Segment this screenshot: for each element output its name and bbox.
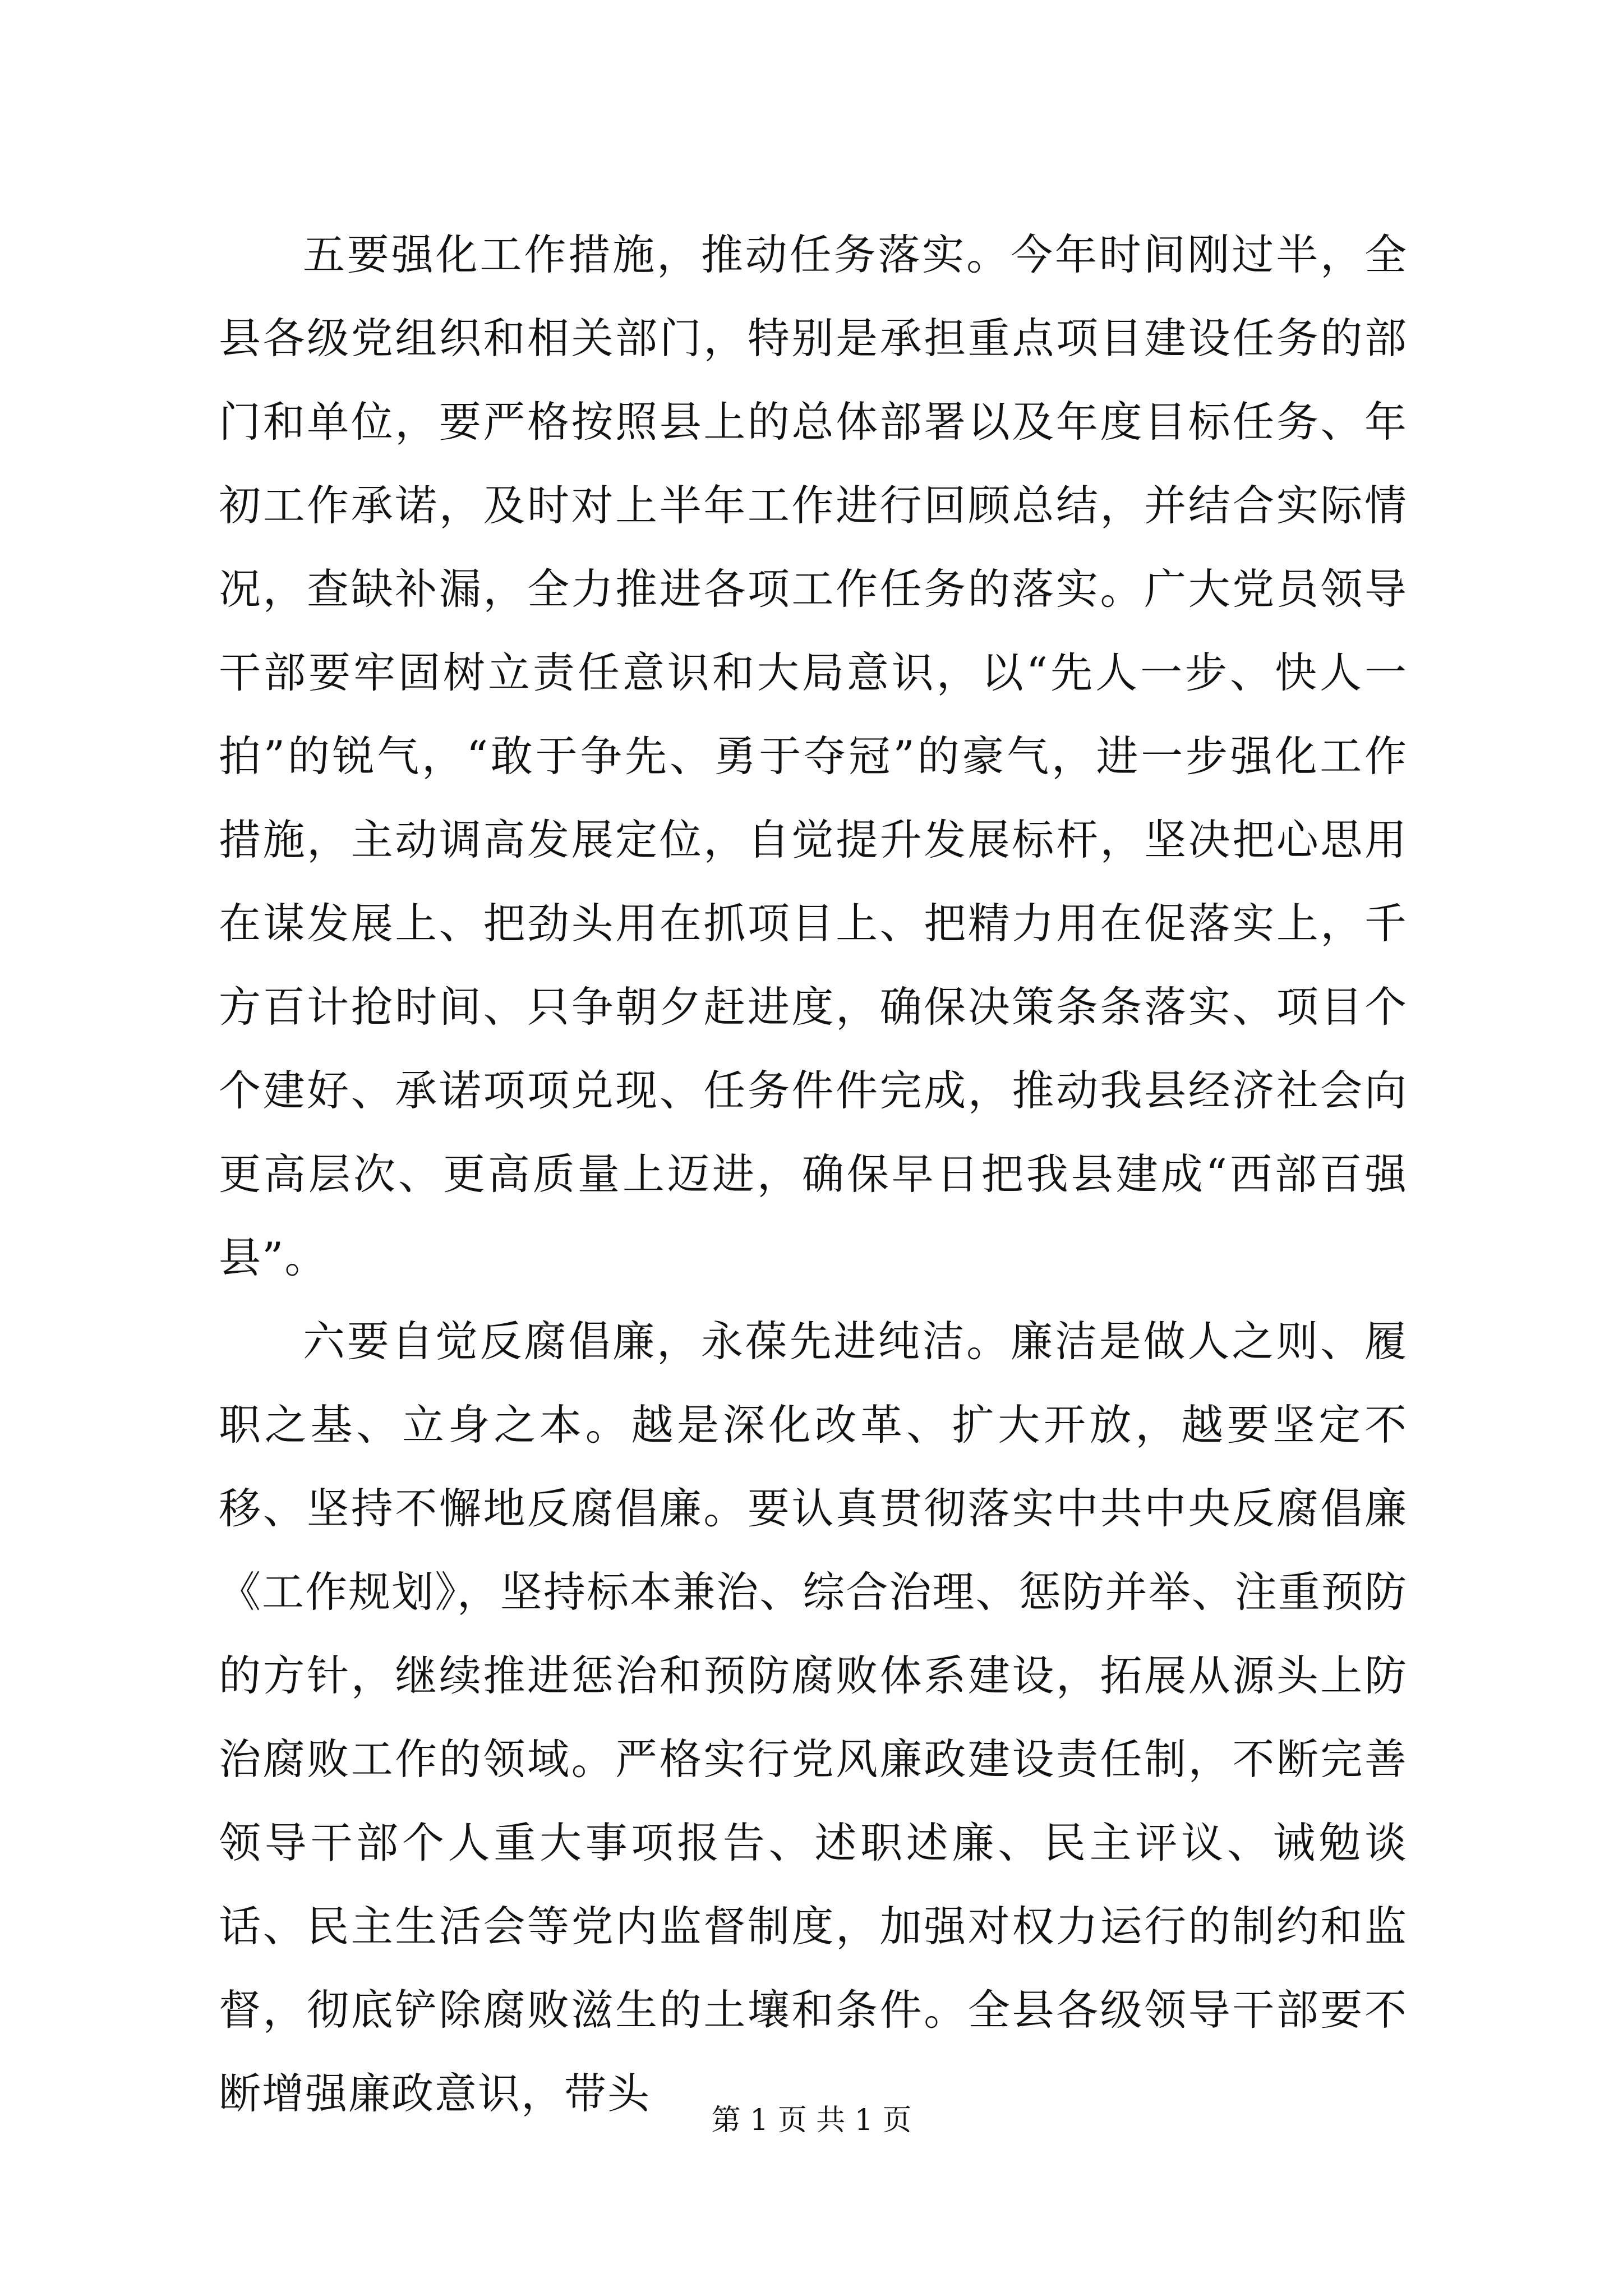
- paragraph-5: 五要强化工作措施，推动任务落实。今年时间刚过半，全县各级党组织和相关部门，特别是承担重点项目建设任务的部门和单位，要严格按照县上的总体部署以及年度目标任务、年初工作承诺，及时对上半年工作进行回顾总结，并结合实际情况，查缺补漏，全力推进各项工作任务的落实。广大党员领导干部要牢固树立责任意识和大局意识，以“先人一步、快人一拍”的锐气，“敢于争先、勇于夺冠”的豪气，进一步强化工作措施，主动调高发展定位，自觉提升发展标杆，坚决把心思用在谋发展上、把劲头用在抓项目上、把精力用在促落实上，千方百计抢时间、只争朝夕赶进度，确保决策条条落实、项目个个建好、承诺项项兑现、任务件件完成，推动我县经济社会向更高层次、更高质量上迈进，确保早日把我县建成“西部百强县”。: [219, 230, 1408, 1282]
- paragraph-6: 六要自觉反腐倡廉，永葆先进纯洁。廉洁是做人之则、履职之基、立身之本。越是深化改革、扩大开放，越要坚定不移、坚持不懈地反腐倡廉。要认真贯彻落实中共中央反腐倡廉《工作规划》，坚持标本兼治、综合治理、惩防并举、注重预防的方针，继续推进惩治和预防腐败体系建设，拓展从源头上防治腐败工作的领域。严格实行党风廉政建设责任制，不断完善领导干部个人重大事项报告、述职述廉、民主评议、诫勉谈话、民主生活会等党内监督制度，加强对权力运行的制约和监督，彻底铲除腐败滋生的土壤和条件。全县各级领导干部要不断增强廉政意识，带头: [219, 1317, 1408, 2118]
- page-footer: 第 1 页 共 1 页: [711, 2104, 912, 2137]
- body-text: [219, 213, 1408, 2136]
